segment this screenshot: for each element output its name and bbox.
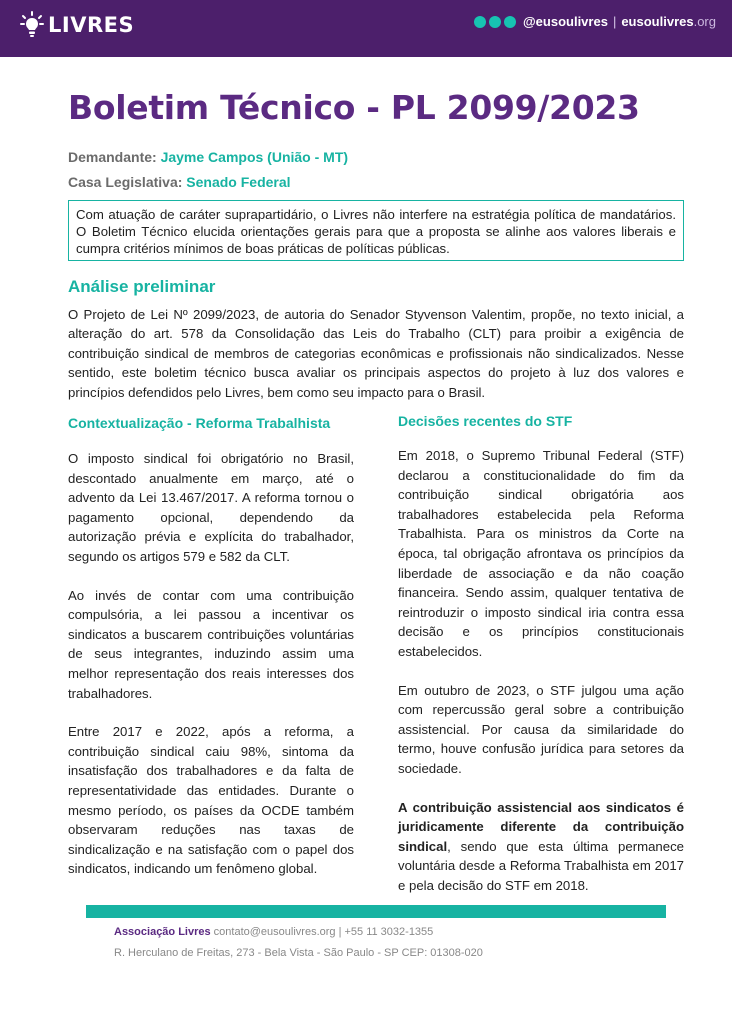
lightbulb-icon (20, 11, 44, 39)
footer-bar (86, 905, 666, 918)
casa-value: Senado Federal (186, 174, 291, 190)
instagram-icon[interactable] (489, 16, 501, 28)
footer-address: R. Herculano de Freitas, 273 - Bela Vista - São Paulo - SP CEP: 01308-020 (114, 947, 483, 959)
stf-heading: Decisões recentes do STF (398, 413, 573, 429)
context-heading: Contextualização - Reforma Trabalhista (68, 415, 331, 431)
demandante-value: Jayme Campos (União - MT) (160, 149, 349, 165)
social-links (474, 14, 716, 29)
footer-org: Associação Livres (114, 926, 211, 938)
facebook-icon[interactable] (504, 16, 516, 28)
left-paragraph-2: Ao invés de contar com uma contribuição compulsória, a lei passou a incentivar os sindicatos a buscarem contribuições voluntárias de seus integrantes, induzindo assim uma melhor representação dos reais interesses dos trabalhadores. (68, 587, 354, 701)
social-handle[interactable]: @eusoulivres (523, 14, 608, 29)
analysis-heading: Análise preliminar (68, 277, 216, 296)
disclaimer-box: Com atuação de caráter suprapartidário, o Livres não interfere na estratégia política de mandatários. O Boletim Técnico elucida orientações gerais para que a proposta se alinhe aos valores liberais e cumpra critérios mínimos de boas práticas de políticas públicas. (68, 200, 684, 261)
separator: | (612, 14, 617, 29)
logo-text: LIVRES (48, 13, 135, 37)
left-paragraph-3: Entre 2017 e 2022, após a reforma, a contribuição sindical caiu 98%, sintoma da insatisfação dos trabalhadores e da falta de representatividade das entidades. Durante o mesmo período, os países da OCDE também observaram reduções nas taxas de sindicalização e na satisfação com o papel dos sindicatos, indicando um fenômeno global. (68, 724, 354, 877)
casa-label: Casa Legislativa: (68, 174, 183, 190)
right-column (398, 446, 684, 914)
analysis-text: O Projeto de Lei Nº 2099/2023, de autoria do Senador Styvenson Valentim, propõe, no texto inicial, a alteração do art. 578 da Consolidação das Leis do Trabalho (CLT) para proibir a exigência de contribuição sindical de membros de categorias econômicas e profissionais não sindicalizados. Nesse sentido, este boletim técnico busca avaliar os principais aspectos do projeto à luz dos valores e princípios defendidos pelo Livres, bem como seu impacto para o Brasil. (68, 307, 684, 400)
website-link[interactable] (621, 14, 716, 29)
footer-contact-text[interactable]: contato@eusoulivres.org | +55 11 3032-1355 (210, 926, 434, 938)
header-bar (0, 0, 732, 57)
demandante-label: Demandante: (68, 149, 157, 165)
casa-legislativa-row (68, 174, 291, 190)
logo[interactable] (20, 11, 134, 39)
site-name: eusoulivres (621, 14, 694, 29)
left-paragraph-1: O imposto sindical foi obrigatório no Brasil, descontado anualmente em março, até o advento da Lei 13.467/2017. A reforma tornou o pagamento opcional, dependendo da autorização prévia e explícita do trabalhador, segundo os artigos 579 e 582 da CLT. (68, 451, 354, 564)
site-tld: .org (693, 14, 716, 29)
right-paragraph-3-bold: A contribuição assistencial aos sindicatos é juridicamente diferente da contribuição sindical (398, 799, 684, 854)
page-title: Boletim Técnico - PL 2099/2023 (68, 88, 640, 127)
right-paragraph-1: Em 2018, o Supremo Tribunal Federal (STF) declarou a constitucionalidade do fim da contribuição sindical obrigatória aos trabalhadores estabelecida pela Reforma Trabalhista. Para os ministros da Corte na época, tal obrigação afrontava os princípios da liberdade de associação e da não coação financeira. Sendo assim, qualquer tentativa de reintroduzir o imposto sindical iria contra essa decisão e os princípios constitucionais estabelecidos. (398, 448, 684, 659)
left-column (68, 449, 354, 898)
right-paragraph-2: Em outubro de 2023, o STF julgou uma ação com repercussão geral sobre a contribuição assistencial. Por causa da similaridade do termo, houve confusão jurídica para setores da sociedade. (398, 682, 684, 776)
twitter-icon[interactable] (474, 16, 486, 28)
right-paragraph-3-rest: , sendo que esta última permanece voluntária desde a Reforma Trabalhista em 2017 e pela decisão do STF em 2018. (398, 838, 684, 893)
footer-contact (114, 926, 433, 938)
right-paragraph-3 (398, 798, 684, 896)
demandante-row (68, 149, 348, 165)
